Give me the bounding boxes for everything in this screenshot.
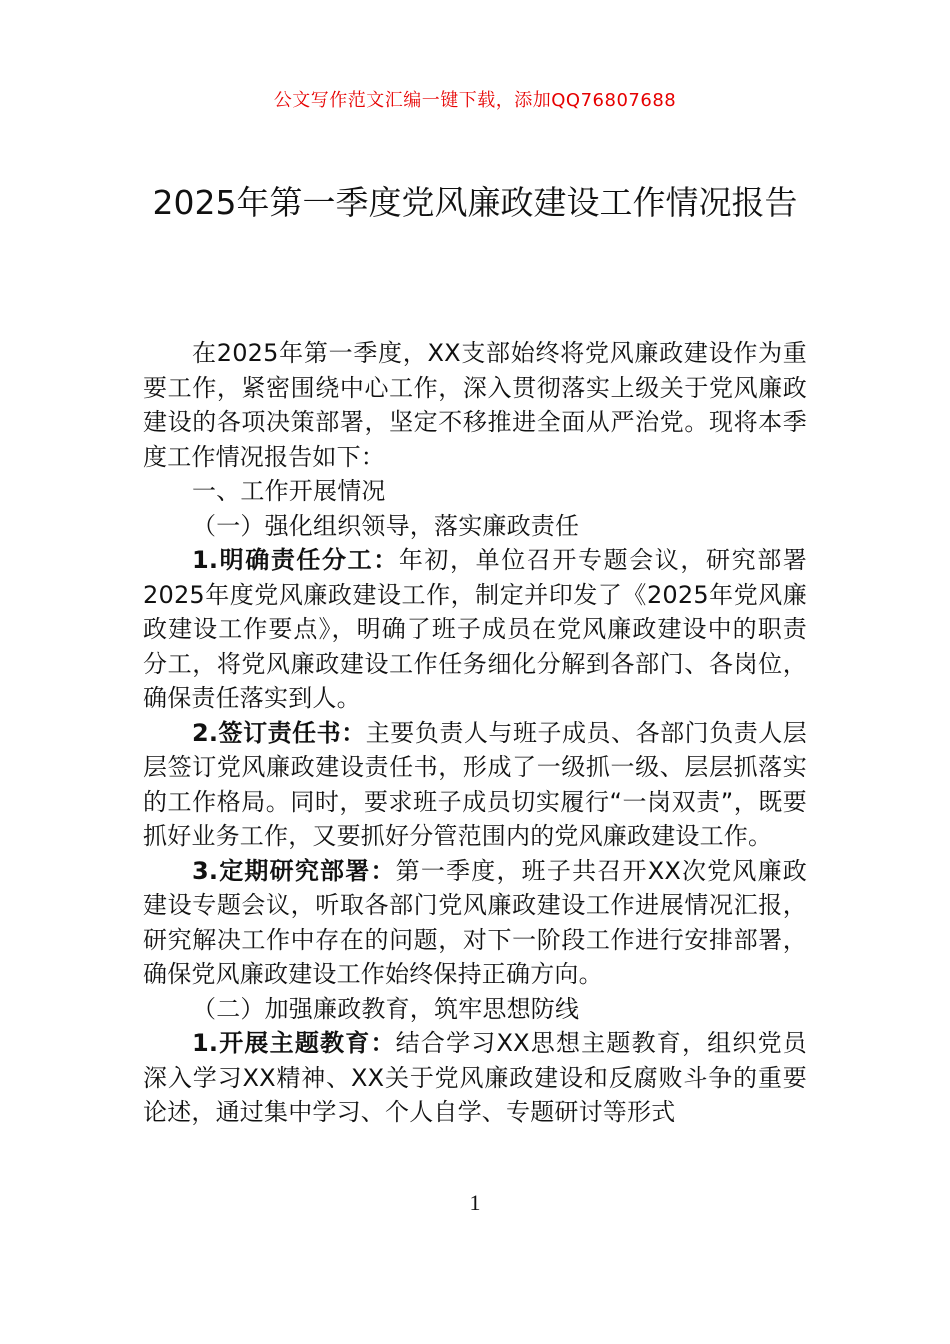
paragraph-text: （一）强化组织领导，落实廉政责任 [192, 511, 580, 540]
paragraph-intro [143, 336, 807, 474]
document-title: 2025年第一季度党风廉政建设工作情况报告 [152, 183, 798, 222]
paragraph-text: 第一季度，班子共召开XX次党风廉政建设专题会议，听取各部门党风廉政建设工作进展情况汇报，研究解决工作中存在的问题，对下一阶段工作进行安排部署，确保党风廉政建设工作始终保持正确方向。 [143, 856, 807, 988]
paragraph-lead: 1.明确责任分工： [192, 546, 399, 574]
paragraph-lead: 1.开展主题教育： [192, 1029, 396, 1057]
paragraph-lead: 2.签订责任书： [192, 718, 366, 747]
document-body [143, 336, 807, 1130]
paragraph-item [143, 543, 807, 716]
section-heading [143, 474, 807, 509]
paragraph-text: 主要负责人与班子成员、各部门负责人层层签订党风廉政建设责任书，形成了一级抓一级、层层抓落实的工作格局。同时，要求班子成员切实履行“一岗双责”，既要抓好业务工作，又要抓好分管范围内的党风廉政建设工作。 [143, 718, 807, 850]
paragraph-text: 结合学习XX思想主题教育，组织党员深入学习XX精神、XX关于党风廉政建设和反腐败斗争的重要论述，通过集中学习、个人自学、专题研讨等形式 [143, 1029, 807, 1126]
paragraph-text: 在2025年第一季度，XX支部始终将党风廉政建设作为重要工作，紧密围绕中心工作，深入贯彻落实上级关于党风廉政建设的各项决策部署，坚定不移推进全面从严治党。现将本季度工作情况报告如下： [143, 339, 807, 471]
subsection-heading [143, 509, 807, 544]
paragraph-text: 年初，单位召开专题会议，研究部署2025年度党风廉政建设工作，制定并印发了《2025年党风廉政建设工作要点》，明确了班子成员在党风廉政建设中的职责分工，将党风廉政建设工作任务细化分解到各部门、各岗位，确保责任落实到人。 [143, 546, 807, 712]
paragraph-item [143, 716, 807, 854]
paragraph-text: 一、工作开展情况 [192, 477, 386, 505]
download-banner: 公文写作范文汇编一键下载，添加QQ76807688 [273, 90, 677, 111]
paragraph-lead: 3.定期研究部署： [192, 856, 396, 885]
paragraph-item [143, 854, 807, 992]
page-number: 1 [469, 1190, 481, 1215]
subsection-heading [143, 992, 807, 1027]
paragraph-text: （二）加强廉政教育，筑牢思想防线 [192, 994, 580, 1023]
paragraph-item [143, 1026, 807, 1130]
